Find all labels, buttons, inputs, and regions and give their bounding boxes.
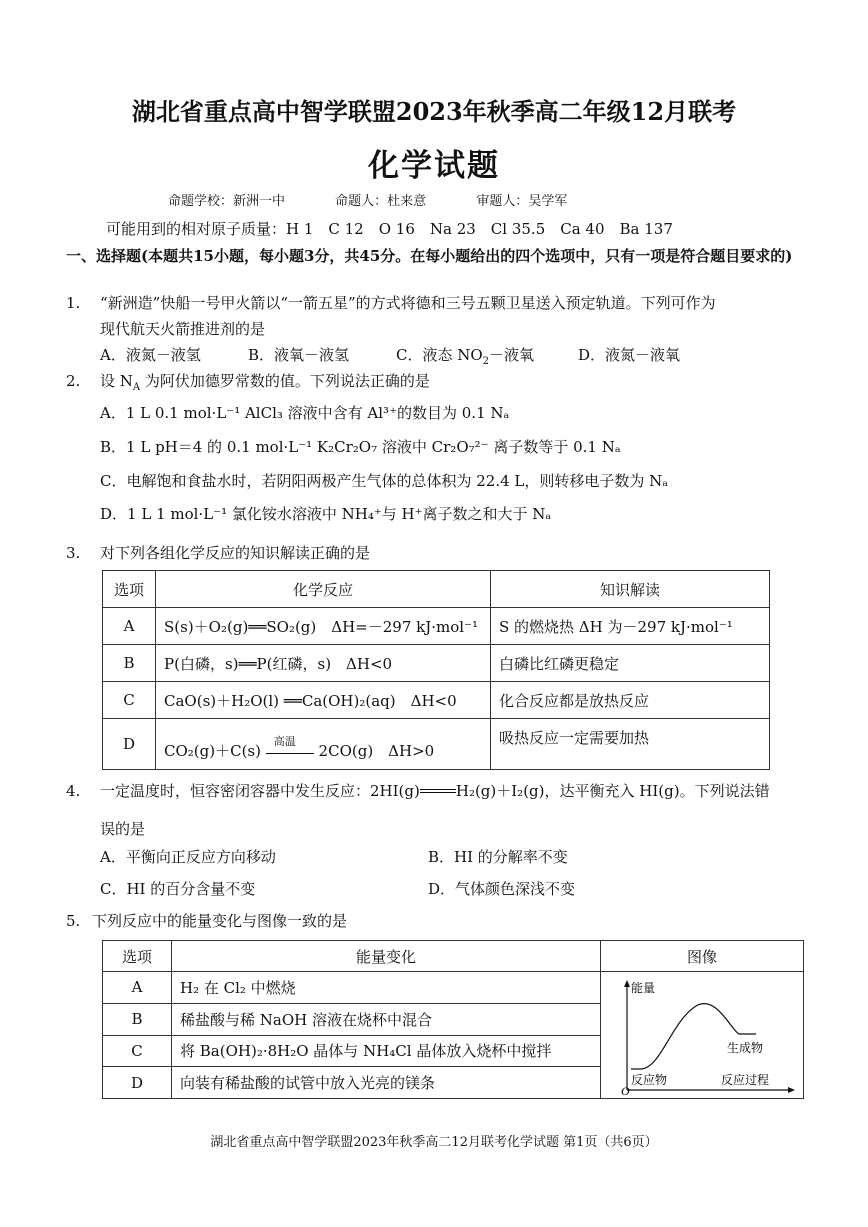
q4-option-a: A．平衡向正反应方向移动 bbox=[100, 848, 276, 866]
table-row: B P(白磷，s)══P(红磷，s) ΔH<0 白磷比红磷更稳定 bbox=[103, 645, 770, 682]
table-row: D CO₂(g)＋C(s) 高温 2CO(g) ΔH>0 吸热反应一定需要加热 bbox=[103, 719, 770, 770]
energy-diagram bbox=[601, 972, 801, 1098]
exam-subject: 化学试题 bbox=[368, 148, 500, 184]
q2-option-d: D．1 L 1 mol·L⁻¹ 氯化铵水溶液中 NH₄⁺与 H⁺离子数之和大于 Nₐ bbox=[100, 505, 552, 523]
page-footer: 湖北省重点高中智学联盟2023年秋季高二12月联考化学试题 第1页（共6页） bbox=[210, 1135, 658, 1150]
table-row: B 稀盐酸与稀 NaOH 溶液在烧杯中混合 bbox=[103, 1003, 804, 1035]
graph-reactant-label: 反应物 bbox=[631, 1073, 668, 1087]
q2-option-b: B．1 L pH＝4 的 0.1 mol·L⁻¹ K₂Cr₂O₇ 溶液中 Cr₂O₇²⁻ 离子数等于 0.1 Nₐ bbox=[100, 438, 621, 456]
author: 命题人：杜来意 bbox=[335, 194, 427, 209]
q5-table bbox=[102, 940, 804, 1099]
graph-product-label: 生成物 bbox=[727, 1041, 764, 1055]
graph-ylabel: 能量 bbox=[631, 981, 656, 995]
atomic-masses: 可能用到的相对原子质量：H 1 C 12 O 16 Na 23 Cl 35.5 Ca 40 Ba 137 bbox=[106, 220, 673, 238]
q3-table bbox=[102, 570, 770, 770]
q4-option-c: C．HI 的百分含量不变 bbox=[100, 880, 256, 898]
table-row: D 向装有稀盐酸的试管中放入光亮的镁条 bbox=[103, 1067, 804, 1099]
authors-line bbox=[168, 190, 567, 209]
school: 命题学校：新洲一中 bbox=[168, 194, 286, 209]
table-header-row: 选项 能量变化 图像 bbox=[103, 941, 804, 972]
q1-option-a: A．液氮－液氢 bbox=[100, 346, 201, 364]
table-header-row: 选项 化学反应 知识解读 bbox=[103, 571, 770, 608]
q1-option-b: B．液氧－液氢 bbox=[248, 346, 350, 364]
table-row: A S(s)＋O₂(g)══SO₂(g) ΔH=－297 kJ·mol⁻¹ S 的燃烧热 ΔH 为－297 kJ·mol⁻¹ bbox=[103, 608, 770, 645]
q1-option-d: D．液氮－液氧 bbox=[578, 346, 681, 364]
q4-option-b: B．HI 的分解率不变 bbox=[428, 848, 568, 866]
reviewer: 审题人：吴学军 bbox=[476, 194, 568, 209]
graph-xlabel: 反应过程 bbox=[721, 1073, 770, 1087]
energy-diagram-cell bbox=[601, 972, 804, 1099]
q3-stem: 3. 对下列各组化学反应的知识解读正确的是 bbox=[66, 544, 371, 562]
q1-stem-cont: 现代航天火箭推进剂的是 bbox=[100, 320, 266, 338]
q1-option-c: C．液态 $NO_2-$液氧 bbox=[396, 346, 535, 367]
table-row: C 将 Ba(OH)₂·8H₂O 晶体与 NH₄Cl 晶体放入烧杯中搅拌 bbox=[103, 1035, 804, 1067]
q2-option-c: C．电解饱和食盐水时，若阴阳两极产生气体的总体积为 22.4 L，则转移电子数为 Nₐ bbox=[100, 472, 669, 490]
equilibrium-arrow-icon bbox=[420, 787, 456, 797]
q4-stem: 4. 一定温度时，恒容密闭容器中发生反应：2HI(g) H₂(g)＋I₂(g)，达平衡充入 HI(g)。下列说法错 bbox=[66, 782, 770, 800]
section-heading: 一、选择题(本题共15小题，每小题3分，共45分。在每小题给出的四个选项中，只有一项是符合题目要求的) bbox=[66, 247, 793, 265]
q2-stem: 2. 设 $N_A$ 为阿伏加德罗常数的值。下列说法正确的是 bbox=[66, 372, 430, 393]
q4-option-d: D．气体颜色深浅不变 bbox=[428, 880, 576, 898]
table-row: C CaO(s)＋H₂O(l) ══Ca(OH)₂(aq) ΔH<0 化合反应都是放热反应 bbox=[103, 682, 770, 719]
q1-stem: 1. “新洲造”快船一号甲火箭以“一箭五星”的方式将德和三号五颗卫星送入预定轨道。下列可作为 bbox=[66, 294, 716, 312]
graph-origin: O bbox=[621, 1084, 630, 1098]
q5-stem: 5. 下列反应中的能量变化与图像一致的是 bbox=[66, 912, 348, 930]
q2-option-a: A．1 L 0.1 mol·L⁻¹ AlCl₃ 溶液中含有 Al³⁺的数目为 0.1 Nₐ bbox=[100, 404, 510, 422]
high-temp-condition: 高温 bbox=[266, 745, 314, 759]
q4-stem-cont: 误的是 bbox=[100, 820, 146, 838]
exam-title: 湖北省重点高中智学联盟2023年秋季高二年级12月联考 bbox=[131, 97, 737, 126]
table-row: A H₂ 在 Cl₂ 中燃烧 能量 反应物 生成物 O 反应过程 bbox=[103, 972, 804, 1004]
